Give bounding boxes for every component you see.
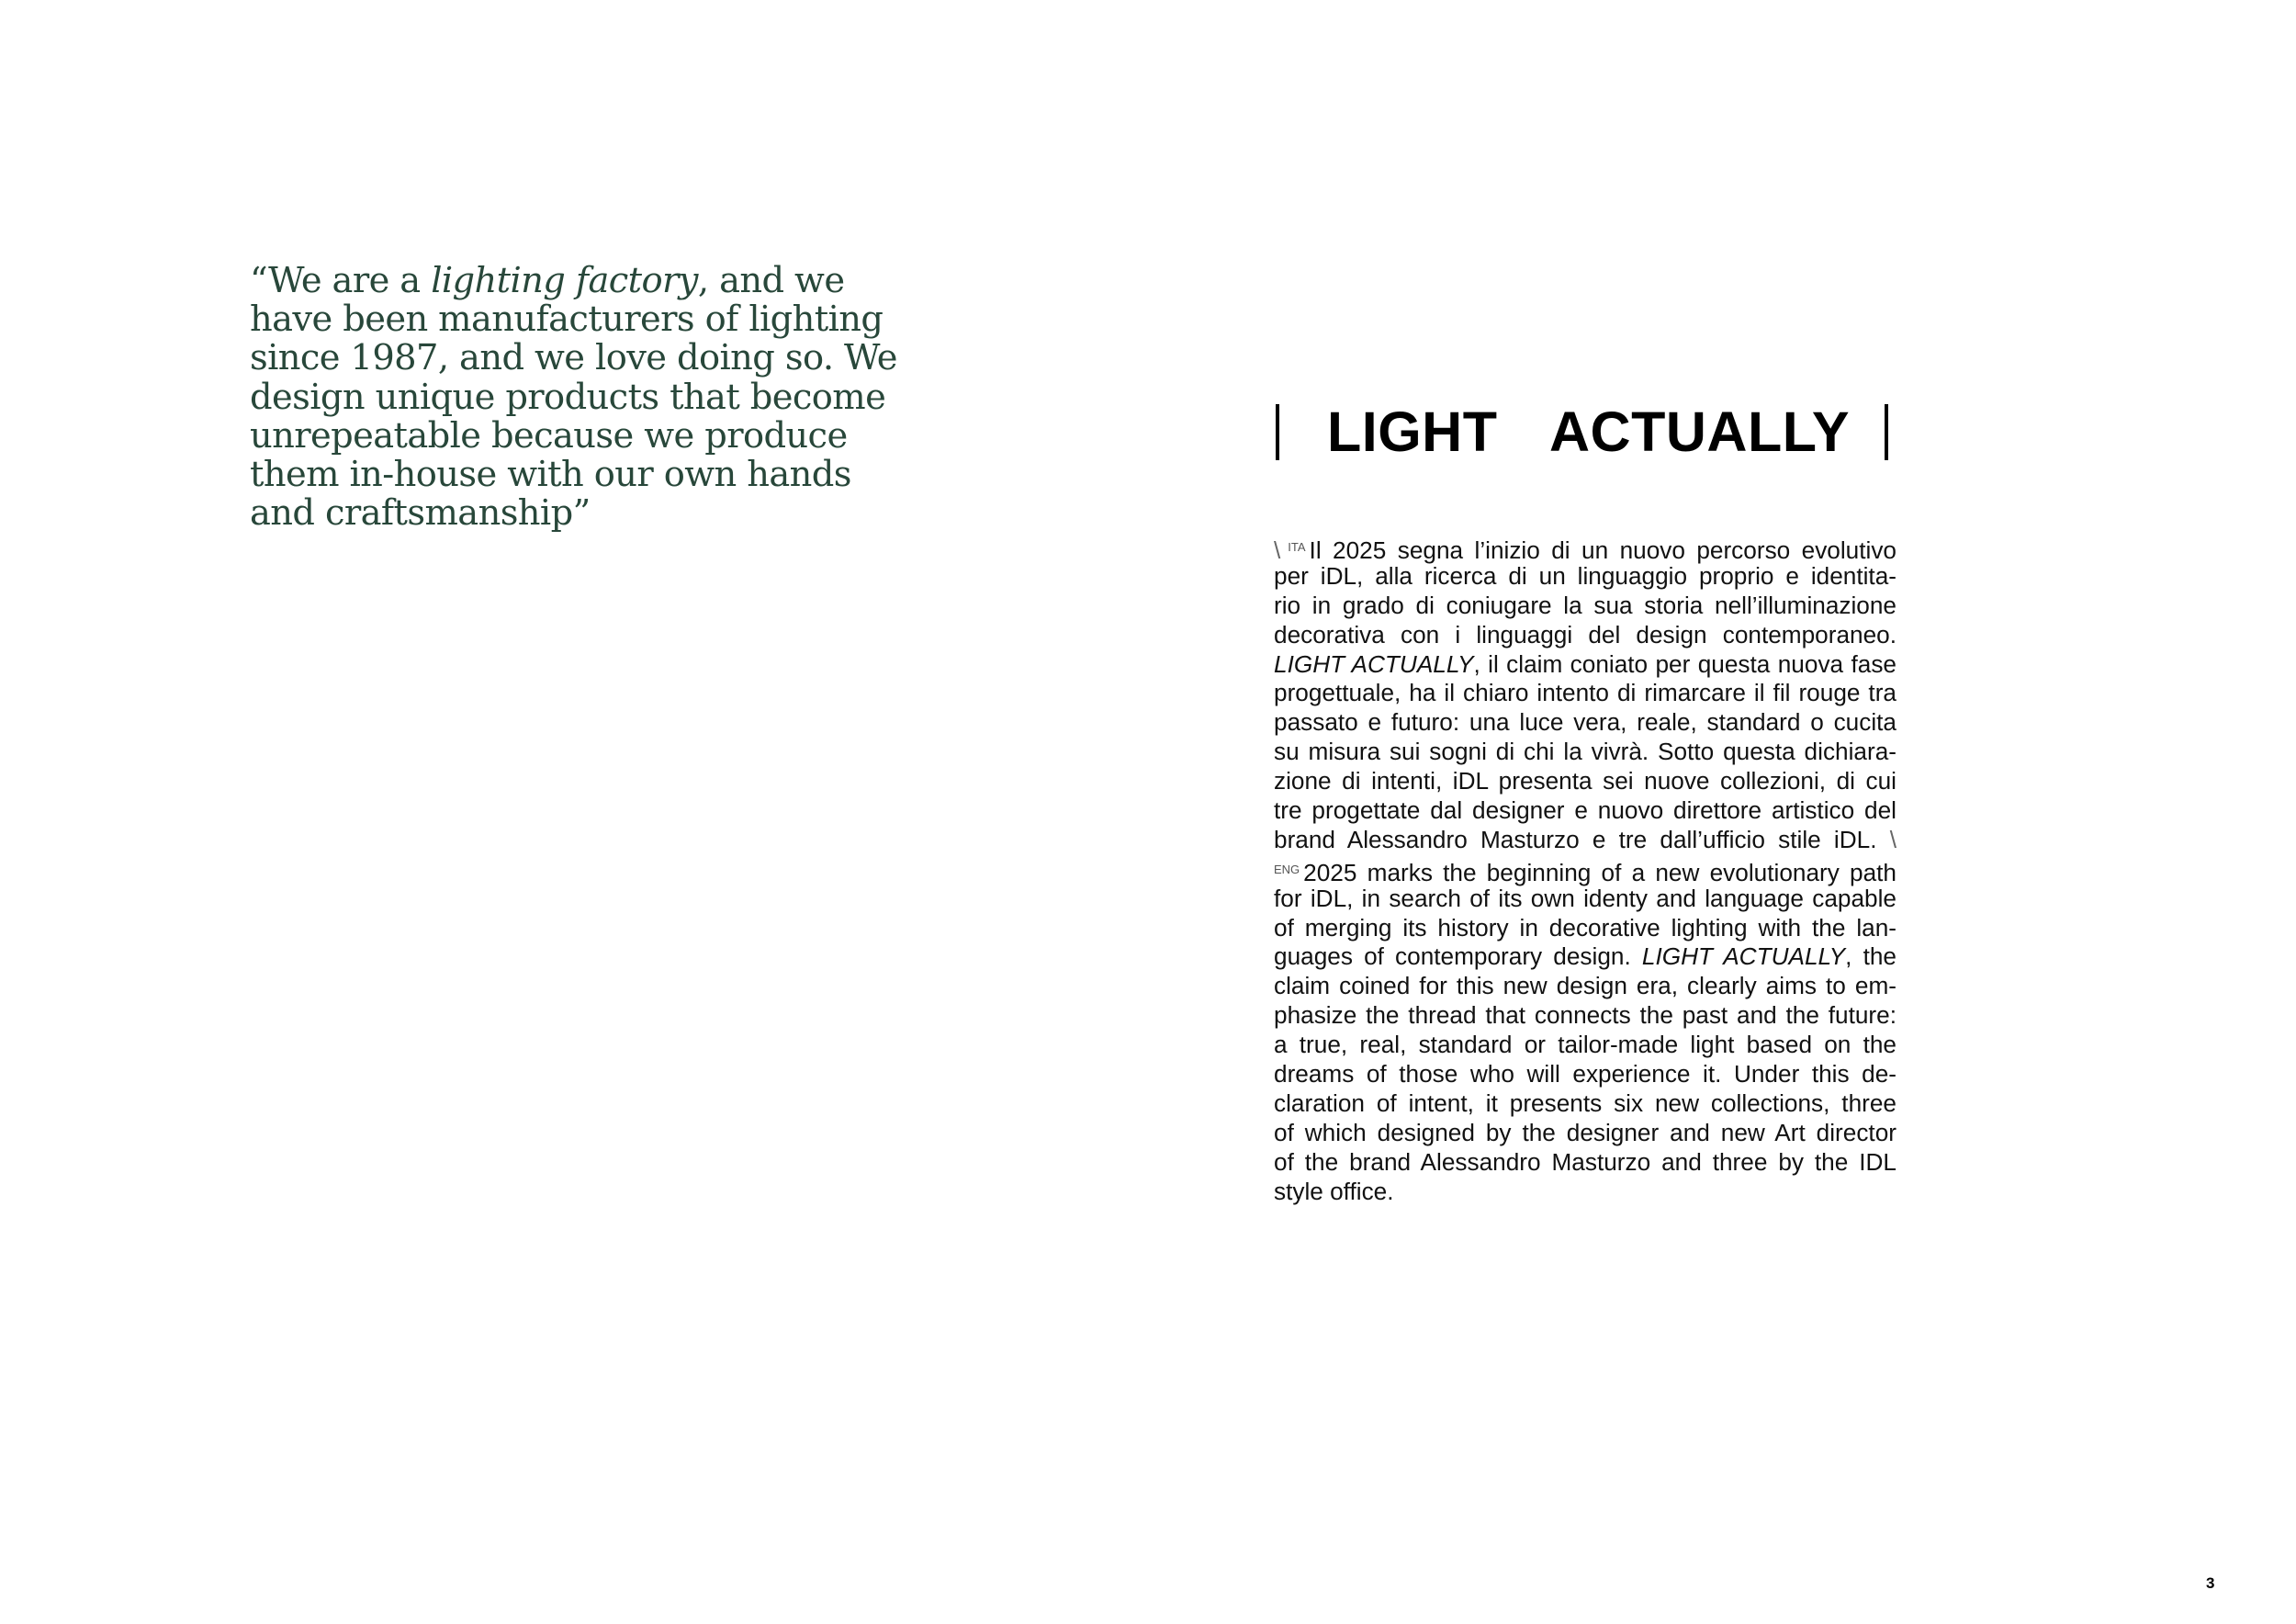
body-line: claration of intent, it presents six new collections, three (1274, 1088, 1896, 1117)
title-left-bar (1276, 404, 1279, 460)
body-line: decorativa con i linguaggi del design contemporaneo. (1274, 620, 1896, 648)
quote-line: them in-house with our own hands (250, 454, 851, 496)
body-line-text: guages of contemporary design. (1274, 942, 1631, 971)
claim-italic: LIGHT ACTUALLY (1274, 649, 1474, 678)
claim-italic: LIGHT ACTUALLY (1641, 942, 1846, 971)
separator-slash: \ (1889, 825, 1896, 853)
body-line: style office. (1274, 1177, 1394, 1205)
body-line: of which designed by the designer and new Art director (1274, 1118, 1896, 1146)
body-line (1274, 942, 1896, 972)
body-line: for iDL, in search of its own identy and language capable (1274, 884, 1896, 912)
separator-slash: \ (1274, 536, 1281, 564)
quote-line: unrepeatable because we produce (250, 414, 848, 457)
section-title (1266, 401, 1882, 462)
quote-line: since 1987, and we love doing so. We (250, 337, 897, 379)
body-line: claim coined for this new design era, clearly aims to em- (1274, 972, 1896, 1000)
title-word-actually: ACTUALLY (1549, 400, 1851, 463)
page-number: 3 (2206, 1574, 2215, 1592)
body-line: su misura sui sogni di chi la vivrà. Sotto questa dichiara- (1274, 738, 1896, 766)
body-line-text: , the (1845, 942, 1896, 971)
body-line: passato e futuro: una luce vera, reale, standard o cucita (1274, 708, 1896, 737)
body-line (1274, 826, 1896, 855)
body-line: rio in grado di coniugare la sua storia nell’illuminazione (1274, 591, 1896, 619)
quote-line: and craftsmanship” (250, 492, 591, 535)
body-line-text: brand Alessandro Masturzo e tre dall’ufficio stile iDL. (1274, 825, 1877, 853)
quote-italic-phrase: lighting factory (431, 260, 698, 301)
body-line: of merging its history in decorative lighting with the lan- (1274, 913, 1896, 942)
lang-tag-eng: ENG (1274, 862, 1300, 876)
pull-quote (250, 260, 897, 535)
body-line (1274, 533, 1896, 562)
quote-line (250, 260, 845, 301)
body-line: per iDL, alla ricerca di un linguaggio proprio e identita- (1274, 561, 1896, 590)
body-line-text: 2025 marks the beginning of a new evolutionary path (1303, 858, 1896, 886)
body-line-text: , il claim coniato per questa nuova fase (1473, 649, 1896, 678)
body-line-text: Il 2025 segna l’inizio di un nuovo percorso evolutivo (1309, 536, 1896, 564)
body-line (1274, 855, 1896, 885)
quote-line: design unique products that become (250, 376, 886, 418)
body-line: of the brand Alessandro Masturzo and three by the IDL (1274, 1147, 1896, 1176)
body-line: dreams of those who will experience it. Under this de- (1274, 1060, 1896, 1088)
body-text (1274, 533, 1896, 1206)
body-line: a true, real, standard or tailor-made light based on the (1274, 1031, 1896, 1059)
body-line (1274, 650, 1896, 680)
quote-line-start: “We are a (250, 260, 432, 301)
body-line: phasize the thread that connects the past and the future: (1274, 1001, 1896, 1030)
quote-line-end: , and we (697, 260, 845, 301)
body-line: tre progettate dal designer e nuovo direttore artistico del (1274, 796, 1896, 825)
title-right-bar (1885, 404, 1888, 460)
quote-line: have been manufacturers of lighting (250, 299, 884, 341)
title-word-light: LIGHT (1327, 400, 1498, 463)
body-line: zione di intenti, iDL presenta sei nuove collezioni, di cui (1274, 767, 1896, 795)
lang-tag-ita: ITA (1288, 540, 1306, 554)
body-line: progettuale, ha il chiaro intento di rimarcare il fil rouge tra (1274, 679, 1896, 707)
